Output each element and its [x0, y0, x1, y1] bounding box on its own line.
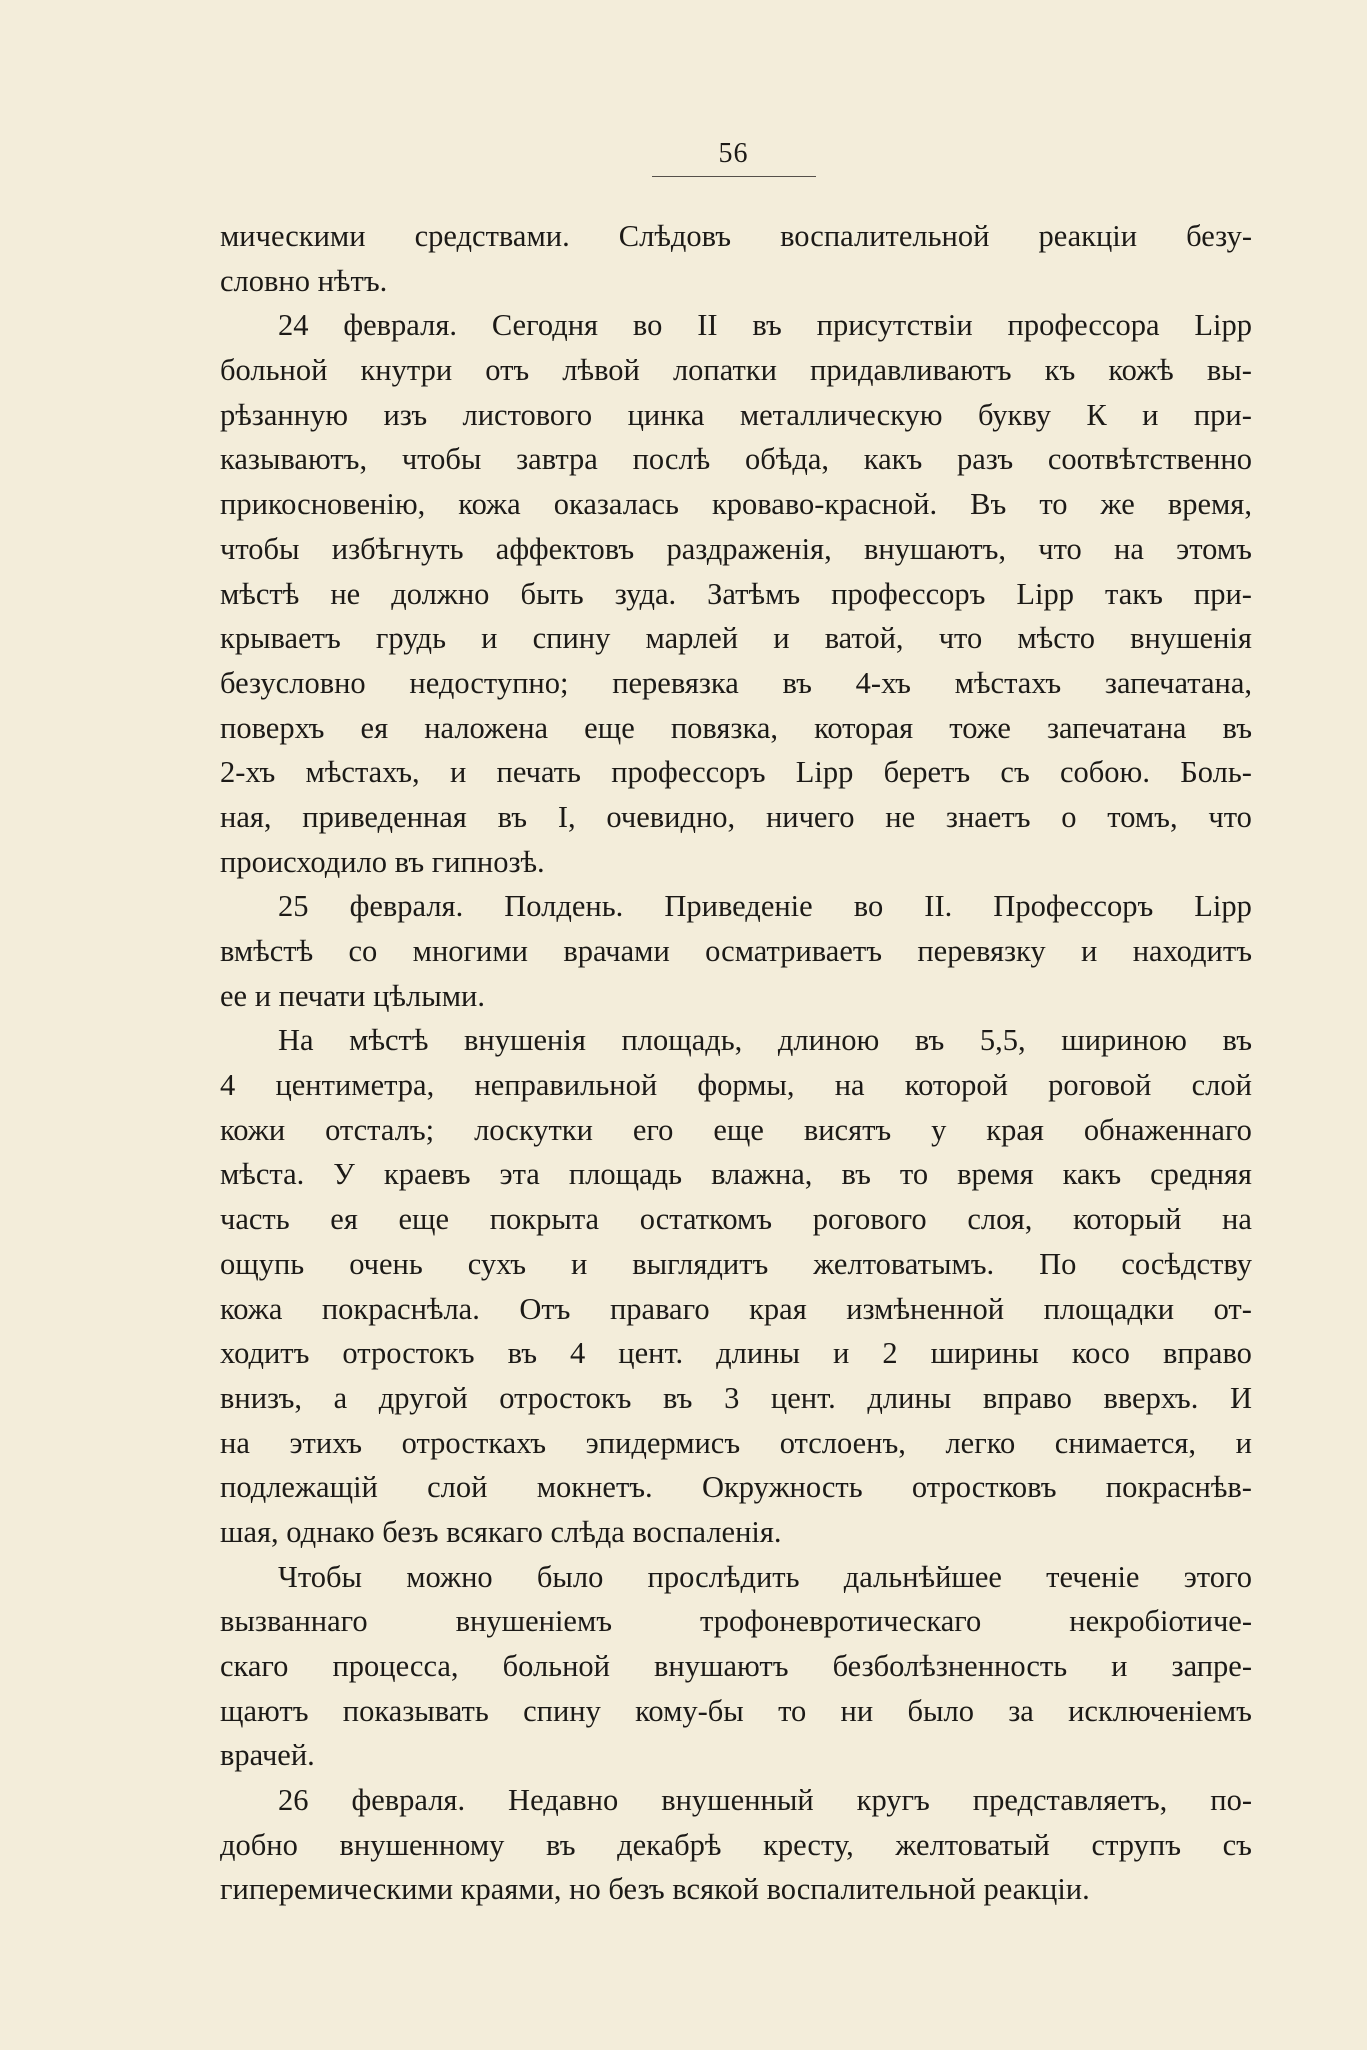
text-line: ная, приведенная въ I, очевидно, ничего не знаетъ о томъ, что	[220, 799, 1252, 834]
text-line: врачей.	[220, 1738, 315, 1773]
text-line: мическими средствами. Слѣдовъ воспалительной реакціи безу-	[220, 219, 1252, 253]
text-line: 4 центиметра, неправильной формы, на которой роговой слой	[220, 1068, 1252, 1103]
text-line: ощупь очень сухъ и выглядитъ желтоватымъ. По сосѣдству	[220, 1246, 1252, 1281]
text-line: казываютъ, чтобы завтра послѣ обѣда, какъ разъ соотвѣтственно	[220, 442, 1252, 477]
paragraph	[220, 214, 1252, 303]
text-line: словно нѣтъ.	[220, 263, 388, 298]
text-line: крываетъ грудь и спину марлей и ватой, что мѣсто внушенія	[220, 621, 1252, 656]
text-line: происходило въ гипнозѣ.	[220, 844, 545, 879]
text-line: подлежащій слой мокнетъ. Окружность отростковъ покраснѣв-	[220, 1470, 1252, 1505]
paragraph	[220, 1018, 1252, 1554]
text-line: На мѣстѣ внушенія площадь, длиною въ 5,5, шириною въ	[278, 1023, 1252, 1058]
text-line: гиперемическими краями, но безъ всякой воспалительной реакціи.	[220, 1872, 1090, 1907]
text-line: ее и печати цѣлыми.	[220, 978, 485, 1013]
text-line: 26 февраля. Недавно внушенный кругъ представляетъ, по-	[278, 1783, 1252, 1818]
page-number-rule	[652, 176, 816, 177]
text-line: прикосновенію, кожа оказалась кроваво-красной. Въ то же время,	[220, 487, 1252, 522]
text-line: шая, однако безъ всякаго слѣда воспаленія.	[220, 1514, 782, 1549]
text-line: вызваннаго внушеніемъ трофоневротическаго некробіотиче-	[220, 1604, 1252, 1639]
text-line: мѣстѣ не должно быть зуда. Затѣмъ профессоръ Lipp такъ при-	[220, 576, 1252, 611]
text-line: кожи отсталъ; лоскутки его еще висятъ у края обнаженнаго	[220, 1112, 1252, 1147]
text-line: добно внушенному въ декабрѣ кресту, желтоватый струпъ съ	[220, 1827, 1252, 1862]
paragraph	[220, 303, 1252, 884]
text-line: 2-хъ мѣстахъ, и печать профессоръ Lipp беретъ съ собою. Боль-	[220, 755, 1252, 790]
text-line: 24 февраля. Сегодня во II въ присутствіи профессора Lipp	[278, 308, 1252, 343]
text-line: внизъ, а другой отростокъ въ 3 цент. длины вправо вверхъ. И	[220, 1380, 1252, 1415]
text-line: скаго процесса, больной внушаютъ безболѣзненность и запре-	[220, 1649, 1252, 1683]
paragraph	[220, 884, 1252, 1018]
page-number: 56	[718, 138, 749, 169]
text-line: на этихъ отросткахъ эпидермисъ отслоенъ, легко снимается, и	[220, 1425, 1252, 1460]
text-line: ходитъ отростокъ въ 4 цент. длины и 2 ширины косо вправо	[220, 1336, 1252, 1371]
text-line: рѣзанную изъ листового цинка металлическую букву К и при-	[220, 397, 1252, 432]
text-line: часть ея еще покрыта остаткомъ рогового слоя, который на	[220, 1202, 1252, 1237]
text-line: больной кнутри отъ лѣвой лопатки придавливаютъ къ кожѣ вы-	[220, 353, 1252, 388]
text-line: безусловно недоступно; перевязка въ 4-хъ мѣстахъ запечатана,	[220, 665, 1252, 700]
text-line: 25 февраля. Полдень. Приведеніе во II. Профессоръ Lipp	[278, 889, 1252, 924]
paragraph	[220, 1778, 1252, 1912]
text-line: кожа покраснѣла. Отъ праваго края измѣненной площадки от-	[220, 1291, 1252, 1326]
text-line: чтобы избѣгнуть аффектовъ раздраженія, внушаютъ, что на этомъ	[220, 531, 1252, 566]
paragraph	[220, 1555, 1252, 1778]
text-line: поверхъ ея наложена еще повязка, которая тоже запечатана въ	[220, 710, 1252, 745]
text-line: мѣста. У краевъ эта площадь влажна, въ то время какъ средняя	[220, 1157, 1252, 1192]
text-line: вмѣстѣ со многими врачами осматриваетъ перевязку и находитъ	[220, 934, 1252, 968]
text-line: Чтобы можно было прослѣдить дальнѣйшее теченіе этого	[278, 1559, 1252, 1594]
body-text	[220, 214, 1252, 1912]
text-line: щаютъ показывать спину кому-бы то ни было за исключеніемъ	[220, 1693, 1252, 1728]
